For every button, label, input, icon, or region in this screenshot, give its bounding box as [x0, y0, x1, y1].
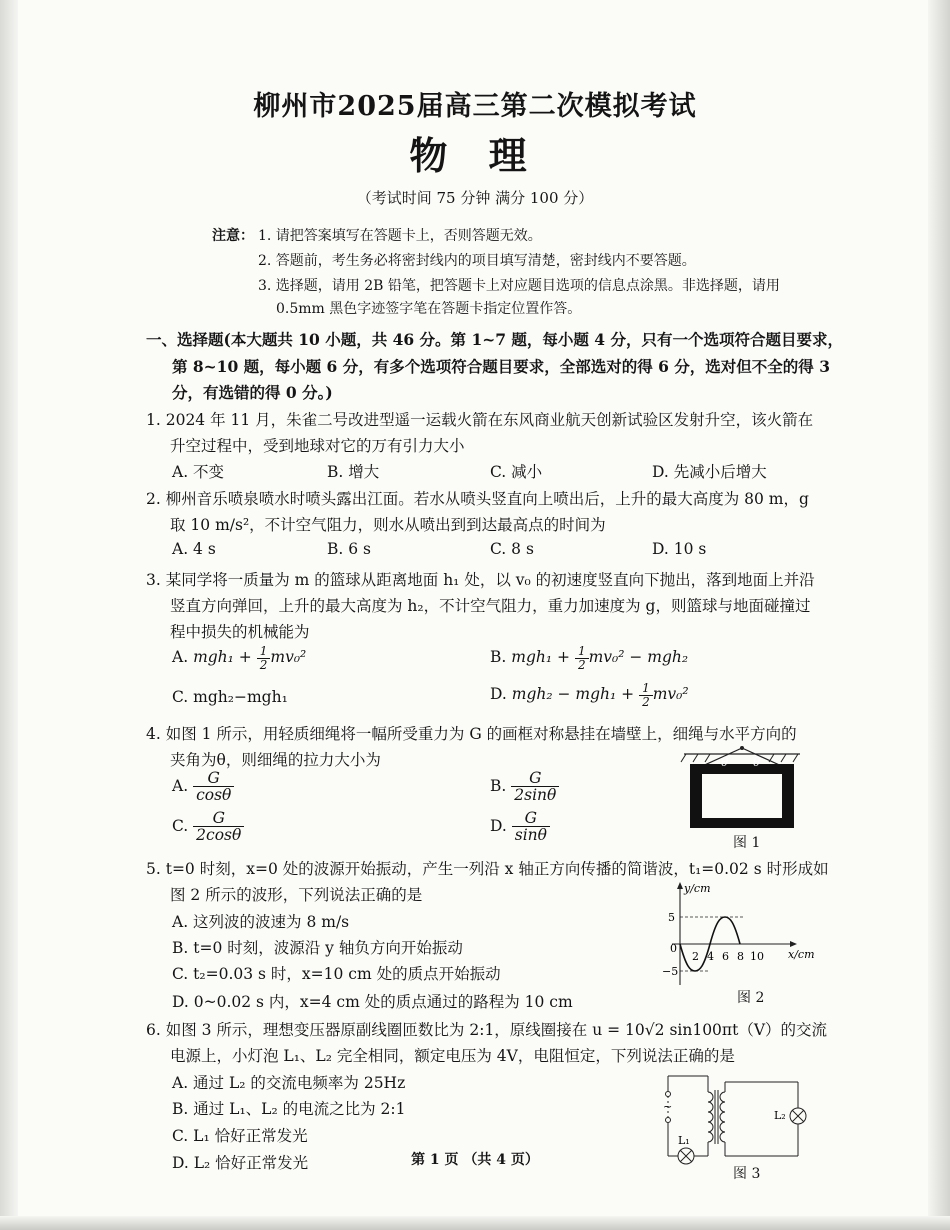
q4-option-d [490, 810, 550, 844]
q3-d-den: 2 [642, 694, 650, 709]
q1-option-b: B. 增大 [327, 463, 380, 481]
section-heading-3: 分，有选错的得 0 分。) [172, 383, 333, 402]
note-3-cont: 0.5mm 黑色字迹签字笔在答题卡指定位置作答。 [276, 301, 582, 317]
svg-text:~: ~ [663, 1100, 673, 1113]
question-3-text-3: 程中损失的机械能为 [170, 623, 310, 641]
q3-option-a [172, 645, 306, 671]
q4-option-c [172, 810, 244, 844]
page-footer: 第 1 页 （共 4 页） [411, 1152, 539, 1168]
q6-option-d: D. L₂ 恰好正常发光 [172, 1154, 309, 1172]
figure-2-tick: 4 [707, 950, 714, 963]
q4-c-label: C. [172, 816, 189, 835]
q2-option-c: C. 8 s [490, 540, 534, 558]
section-heading: 一、选择题(本大题共 10 小题，共 46 分。第 1~7 题，每小题 4 分，只有一个选项符合题目要求， [146, 330, 843, 349]
question-2-text: 2. 柳州音乐喷泉喷水时喷头露出江面。若水从喷头竖直向上喷出后，上升的最大高度为 80 m，g [146, 490, 809, 508]
figure-2-y-max: 5 [668, 911, 675, 924]
q3-option-c: C. mgh₂−mgh₁ [172, 688, 288, 706]
q4-option-a [172, 770, 234, 804]
q3-a-pre: mgh₁ + [193, 648, 257, 667]
q2-option-b: B. 6 s [327, 540, 371, 558]
note-3: 3. 选择题，请用 2B 铅笔，把答题卡上对应题目选项的信息点涂黑。非选择题，请用 [258, 278, 780, 294]
notes-label: 注意： [212, 228, 254, 244]
figure-1-label: 图 1 [733, 835, 761, 851]
question-6-text-2: 电源上，小灯泡 L₁、L₂ 完全相同，额定电压为 4V，电阻恒定，下列说法正确的是 [170, 1047, 735, 1065]
q1-option-a: A. 不变 [172, 463, 225, 481]
figure-2-tick: 8 [737, 950, 744, 963]
q4-b-den: 2sinθ [514, 786, 557, 805]
exam-title: 柳州市2025届高三第二次模拟考试 [253, 91, 697, 122]
figure-2-y-axis-label: y/cm [684, 882, 711, 895]
q6-option-c: C. L₁ 恰好正常发光 [172, 1127, 308, 1145]
q2-option-d: D. 10 s [652, 540, 707, 558]
q6-option-b: B. 通过 L₁、L₂ 的电流之比为 2:1 [172, 1100, 406, 1118]
q5-option-a: A. 这列波的波速为 8 m/s [172, 913, 350, 931]
figure-3-label: 图 3 [733, 1166, 761, 1182]
q3-b-num: 1 [575, 645, 589, 659]
q3-b-post: mv₀² − mgh₂ [588, 648, 689, 667]
question-2-text-2: 取 10 m/s²，不计空气阻力，则水从喷出到到达最高点的时间为 [170, 516, 606, 534]
figure-3-l2-label: L₂ [774, 1109, 786, 1122]
figure-1-theta-right: θ [753, 755, 761, 769]
q1-option-d: D. 先减小后增大 [652, 463, 767, 481]
question-5-text-2: 图 2 所示的波形，下列说法正确的是 [170, 886, 423, 904]
q1-option-c: C. 减小 [490, 463, 543, 481]
q4-c-num: G [193, 810, 244, 827]
page-edge-left [0, 0, 18, 1230]
figure-2-origin: 0 [670, 942, 677, 955]
q3-d-pre: mgh₂ − mgh₁ + [511, 685, 640, 704]
q3-d-num: 1 [639, 682, 653, 696]
section-heading-2: 第 8~10 题，每小题 6 分，有多个选项符合题目要求，全部选对的得 6 分，选对但不全的得 3 [172, 357, 830, 376]
figure-2-tick: 10 [750, 950, 764, 963]
q4-d-num: G [512, 810, 550, 827]
q4-a-num: G [193, 770, 234, 787]
figure-3-l1-label: L₁ [678, 1134, 690, 1147]
page-edge-right [928, 0, 950, 1230]
q3-option-b [490, 645, 688, 671]
q5-option-b: B. t=0 时刻，波源沿 y 轴负方向开始振动 [172, 939, 463, 957]
question-1-text-2: 升空过程中，受到地球对它的万有引力大小 [170, 437, 465, 455]
q3-option-d [490, 682, 689, 708]
exam-time-info: （考试时间 75 分钟 满分 100 分） [356, 189, 594, 207]
figure-2-y-min: −5 [662, 965, 679, 978]
q3-b-label: B. [490, 648, 507, 667]
question-3-text-2: 竖直方向弹回，上升的最大高度为 h₂，不计空气阻力，重力加速度为 g，则篮球与地面碰撞过 [170, 597, 811, 615]
figure-2-wave-graph [658, 880, 828, 990]
q3-b-den: 2 [577, 657, 586, 672]
subject-title: 物 理 [409, 133, 541, 178]
q5-option-d: D. 0~0.02 s 内，x=4 cm 处的质点通过的路程为 10 cm [172, 993, 573, 1011]
figure-2-x-axis-label: x/cm [788, 948, 815, 961]
q4-b-num: G [511, 770, 559, 787]
question-4-text: 4. 如图 1 所示，用轻质细绳将一幅所受重力为 G 的画框对称悬挂在墙壁上，细绳与水平方向的 [146, 725, 797, 743]
question-4-text-2: 夹角为θ，则细绳的拉力大小为 [170, 751, 381, 769]
q5-option-c: C. t₂=0.03 s 时，x=10 cm 处的质点开始振动 [172, 965, 501, 983]
q3-b-pre: mgh₁ + [511, 648, 575, 667]
question-3-text: 3. 某同学将一质量为 m 的篮球从距离地面 h₁ 处，以 v₀ 的初速度竖直向下抛出，落到地面上并沿 [146, 571, 815, 589]
q6-option-a: A. 通过 L₂ 的交流电频率为 25Hz [172, 1074, 406, 1092]
figure-2-tick: 6 [722, 950, 729, 963]
question-1-text: 1. 2024 年 11 月，朱雀二号改进型遥一运载火箭在东风商业航天创新试验区发射升空，该火箭在 [146, 411, 814, 429]
q3-d-label: D. [490, 685, 507, 704]
q4-d-label: D. [490, 816, 507, 835]
page-edge-bottom [0, 1216, 950, 1230]
q3-a-den: 2 [259, 657, 268, 672]
note-2: 2. 答题前，考生务必将密封线内的项目填写清楚，密封线内不要答题。 [258, 253, 696, 269]
q3-d-post: mv₀² [652, 685, 689, 704]
q3-a-label: A. [172, 648, 189, 667]
q3-a-post: mv₀² [270, 648, 307, 667]
q2-option-a: A. 4 s [172, 540, 216, 558]
figure-2-label: 图 2 [737, 990, 765, 1006]
figure-1-theta-left: θ [721, 755, 729, 769]
note-1: 1. 请把答案填写在答题卡上，否则答题无效。 [258, 228, 542, 244]
q4-a-den: cosθ [196, 786, 232, 805]
q4-b-label: B. [490, 776, 507, 795]
question-5-text: 5. t=0 时刻，x=0 处的波源开始振动，产生一列沿 x 轴正方向传播的简谐波，t₁=0.02 s 时形成如 [146, 860, 829, 878]
figure-2-tick: 2 [692, 950, 699, 963]
q4-a-label: A. [172, 776, 189, 795]
question-6-text: 6. 如图 3 所示，理想变压器原副线圈匝数比为 2:1，原线圈接在 u = 10√2 sin100πt（V）的交流 [146, 1021, 828, 1039]
q3-a-num: 1 [257, 645, 271, 659]
q4-option-b [490, 770, 559, 804]
q4-d-den: sinθ [514, 826, 547, 845]
q4-c-den: 2cosθ [196, 826, 242, 845]
